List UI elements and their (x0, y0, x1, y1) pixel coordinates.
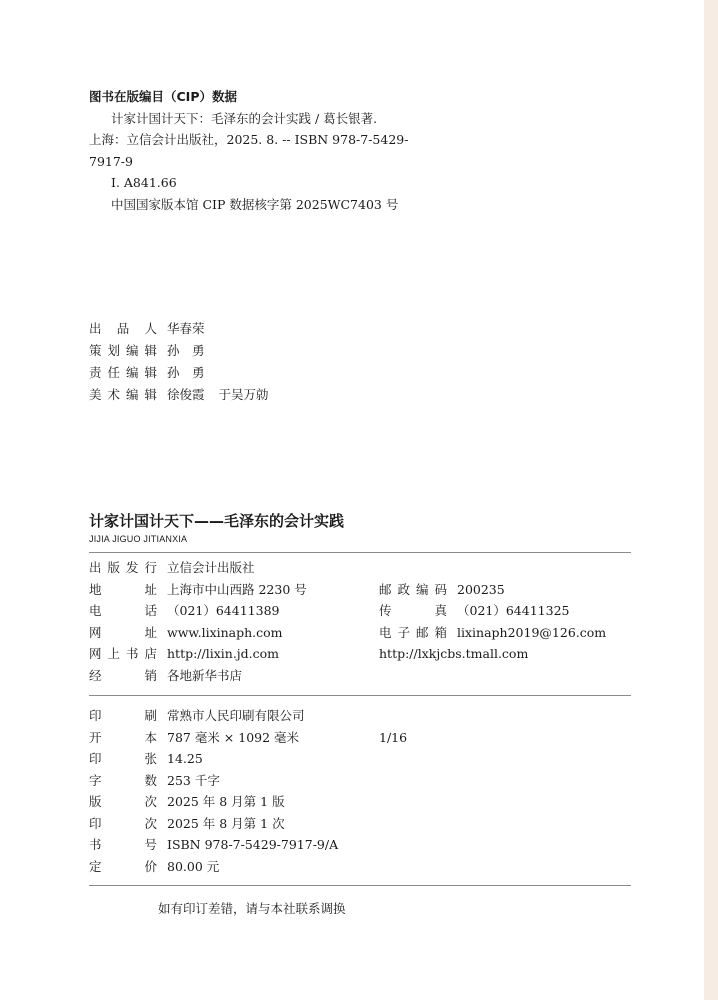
printing-row (89, 834, 407, 856)
printing-row (89, 813, 407, 835)
publisher-row (89, 600, 606, 622)
info-label: 电话 (89, 603, 157, 618)
divider-bottom (89, 885, 631, 886)
info-label-right: 邮政编码 (379, 581, 447, 597)
credit-label: 出品人 (89, 321, 157, 336)
info-value: 787 毫米 × 1092 毫米 (167, 729, 300, 745)
divider-middle (89, 695, 631, 696)
cip-heading: 图书在版编目（CIP）数据 (89, 89, 237, 104)
cip-line-title: 计家计国计天下：毛泽东的会计实践 / 葛长银著. (111, 110, 378, 126)
publisher-info (89, 557, 606, 686)
credit-label: 美术编辑 (89, 387, 157, 402)
printing-row (89, 791, 407, 813)
credit-value: 孙 勇 (167, 343, 205, 358)
cip-line-classification: Ⅰ. A841.66 (111, 175, 177, 190)
printing-row (89, 748, 407, 770)
info-label: 经销 (89, 667, 157, 683)
printing-info (89, 705, 407, 877)
info-value: （021）64411389 (167, 603, 280, 618)
cip-line-record-number: 中国国家版本馆 CIP 数据核字第 2025WC7403 号 (111, 196, 399, 212)
info-label: 印刷 (89, 708, 157, 723)
info-value: 2025 年 8 月第 1 次 (167, 815, 285, 831)
info-label: 地址 (89, 581, 157, 597)
info-value-right: （021）64411325 (457, 603, 570, 618)
info-label: 字数 (89, 772, 157, 788)
info-value: 各地新华书店 (167, 667, 243, 683)
online-store-tmall-link[interactable]: http://lxkjcbs.tmall.com (379, 646, 529, 661)
info-label: 版次 (89, 794, 157, 809)
info-value: ISBN 978-7-5429-7917-9/A (167, 837, 339, 852)
info-label-right: 电子邮箱 (379, 624, 447, 640)
cip-block (89, 86, 408, 215)
cip-line-publisher: 上海：立信会计出版社，2025. 8. -- ISBN 978-7-5429- (89, 132, 409, 147)
publisher-row (89, 579, 606, 601)
info-label: 印次 (89, 815, 157, 831)
info-value-right: 200235 (457, 581, 505, 597)
credit-row (89, 384, 269, 406)
credit-row (89, 362, 269, 384)
info-label: 定价 (89, 858, 157, 874)
publisher-row (89, 622, 606, 644)
credit-row (89, 340, 269, 362)
info-label: 出版发行 (89, 560, 157, 575)
email-link[interactable]: lixinaph2019@126.com (457, 624, 607, 640)
cip-line-isbn-tail: 7917-9 (89, 153, 133, 169)
printing-row (89, 705, 407, 727)
credit-value-primary: 徐俊霞 (167, 387, 205, 402)
credit-value (157, 384, 269, 406)
page-edge-strip (704, 0, 718, 1000)
format-value: 1/16 (379, 729, 408, 745)
publisher-row (89, 665, 606, 687)
info-label-right: 传真 (379, 603, 447, 618)
book-title: 计家计国计天下——毛泽东的会计实践 (89, 512, 345, 530)
info-label: 网址 (89, 624, 157, 640)
info-label: 开本 (89, 729, 157, 745)
printing-row (89, 856, 407, 878)
credit-label: 责任编辑 (89, 365, 157, 380)
printing-row (89, 727, 407, 749)
divider-top (89, 552, 631, 553)
printing-row (89, 770, 407, 792)
credit-value-secondary: 于吴万勍 (218, 387, 269, 402)
info-label: 印张 (89, 751, 157, 766)
online-store-jd-link[interactable]: http://lixin.jd.com (167, 646, 280, 661)
info-value: 14.25 (167, 751, 203, 766)
info-value: 上海市中山西路 2230 号 (167, 581, 307, 597)
book-pinyin: JIJIA JIGUO JITIANXIA (89, 534, 188, 544)
credit-value: 孙 勇 (167, 365, 205, 380)
info-value: 立信会计出版社 (167, 560, 255, 575)
info-value: 常熟市人民印刷有限公司 (167, 708, 305, 723)
notice-text: 如有印订差错，请与本社联系调换 (158, 901, 346, 916)
info-value: 80.00 元 (167, 858, 220, 874)
publisher-row (89, 557, 606, 579)
credit-value: 华春荣 (167, 321, 205, 336)
info-label: 书号 (89, 837, 157, 852)
credit-label: 策划编辑 (89, 343, 157, 358)
credit-row (89, 318, 269, 340)
info-label: 网上书店 (89, 646, 157, 661)
info-value: 253 千字 (167, 772, 220, 788)
website-link[interactable]: www.lixinaph.com (167, 624, 283, 640)
credits-block (89, 318, 269, 406)
publisher-row (89, 643, 606, 665)
info-value: 2025 年 8 月第 1 版 (167, 794, 285, 809)
